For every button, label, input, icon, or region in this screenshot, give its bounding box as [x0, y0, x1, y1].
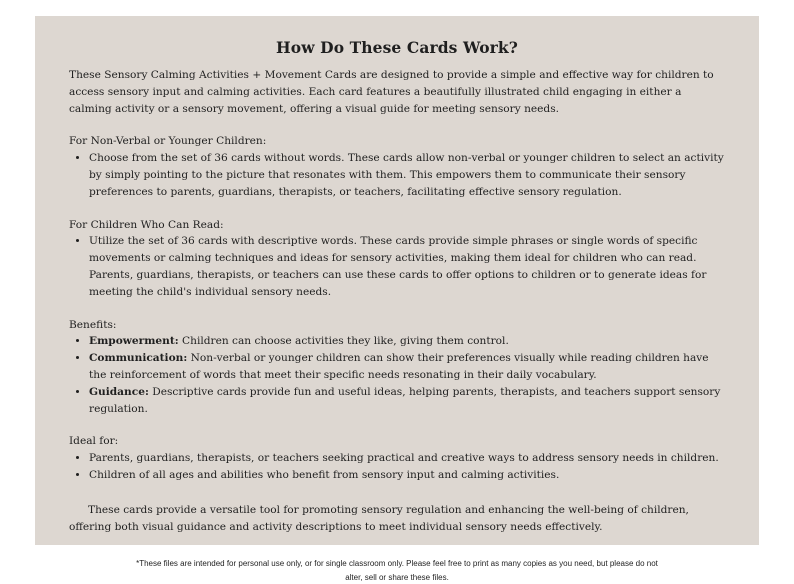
list-item: • Children of all ages and abilities who benefit from sensory input and calming activities. — [89, 467, 725, 484]
benefit-text: Descriptive cards provide fun and useful ideas, helping parents, therapists, and teachers support sensory regulation. — [89, 385, 721, 415]
list-item: • Utilize the set of 36 cards with descriptive words. These cards provide simple phrases or single words of specific movements or calming techniques and ideas for sensory activities, making them ideal for children who can read. Parents, guardians, therapists, or teachers can use these cards to offer options to children or to generate ideas for meeting the child's individual sensory needs. — [89, 233, 725, 300]
benefit-term: Empowerment: — [89, 335, 179, 348]
list-item: • Parents, guardians, therapists, or teachers seeking practical and creative ways to address sensory needs in children. — [89, 450, 725, 467]
nonverbal-heading: For Non-Verbal or Younger Children: — [69, 135, 267, 148]
list-item: • Choose from the set of 36 cards without words. These cards allow non-verbal or younger children to select an activity by simply pointing to the picture that resonates with them. This empowers them to communicate their sensory preferences to parents, guardians, therapists, or teachers, facilitating effective sensory regulation. — [89, 150, 725, 200]
benefits-heading: Benefits: — [69, 318, 117, 331]
info-card — [35, 16, 759, 582]
usage-footnote: *These files are intended for personal use only, or for single classroom only. Please feel free to print as many copies as you need, but please do not alter, sell or share these files. — [136, 559, 658, 582]
benefit-text: Children can choose activities they like, giving them control. — [178, 335, 509, 348]
nonverbal-list — [69, 150, 725, 200]
ideal-list — [69, 450, 725, 484]
benefits-list — [69, 333, 725, 417]
readers-list — [69, 233, 725, 300]
list-item — [89, 350, 725, 384]
list-item — [89, 333, 725, 350]
benefit-term: Communication: — [89, 352, 188, 365]
list-item — [89, 384, 725, 418]
page-title: How Do These Cards Work? — [276, 38, 518, 57]
benefit-term: Guidance: — [89, 385, 149, 398]
benefit-text: Non-verbal or younger children can show their preferences visually while reading children have the reinforcement of words that meet their specific needs resonating in their daily vocabulary. — [89, 352, 709, 381]
ideal-heading: Ideal for: — [69, 435, 119, 448]
intro-paragraph: These Sensory Calming Activities + Movement Cards are designed to provide a simple and effective way for children to access sensory input and calming activities. Each card features a beautifully illustrated child engaging in either a calming activity or a sensory movement, offering a visual guide for meeting sensory needs. — [69, 69, 714, 115]
ideal-section — [69, 433, 725, 483]
readers-section — [69, 217, 725, 301]
readers-heading: For Children Who Can Read: — [69, 218, 224, 231]
benefits-section — [69, 317, 725, 418]
closing-paragraph: These cards provide a versatile tool for promoting sensory regulation and enhancing the well-being of children, offering both visual guidance and activity descriptions to meet individual sensory needs effectively. — [69, 503, 689, 533]
nonverbal-section — [69, 133, 725, 200]
